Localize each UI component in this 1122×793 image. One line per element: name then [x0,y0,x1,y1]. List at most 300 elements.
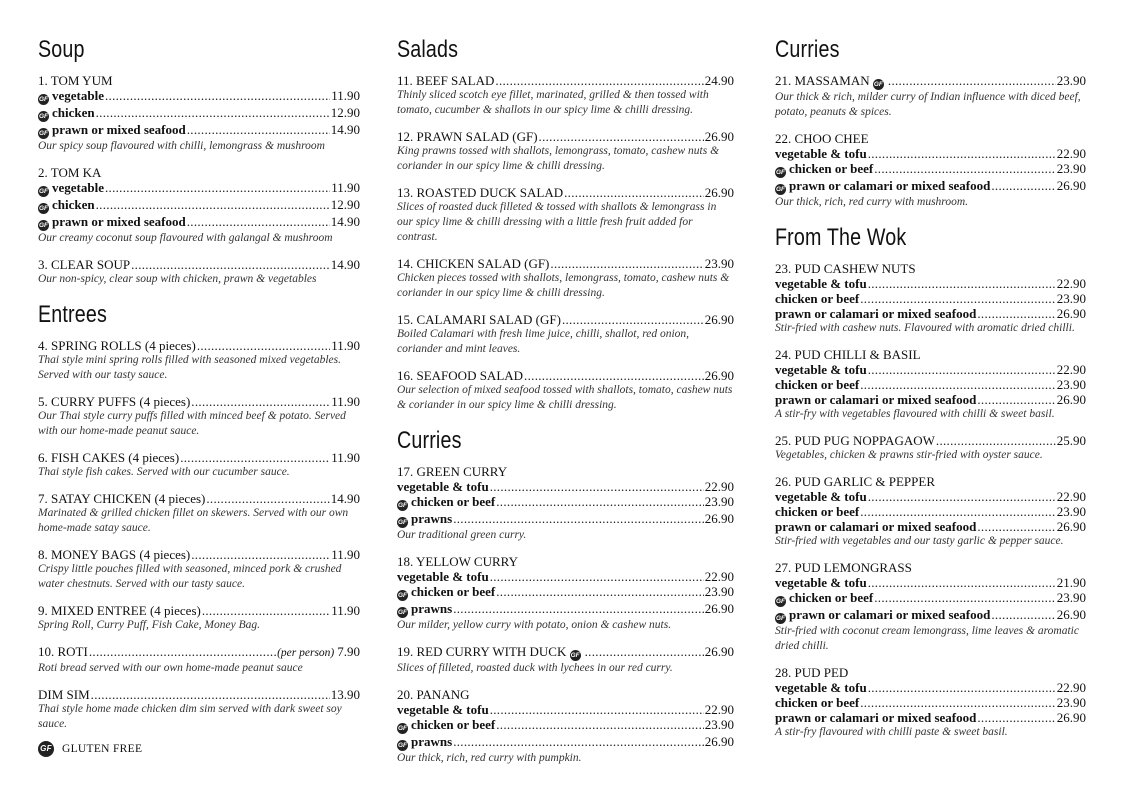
item-name: 4. SPRING ROLLS [38,338,142,353]
item-description: Thai style mini spring rolls filled with seasoned mixed vegetables. Served with our tasty sauce. [38,354,342,381]
item-name: 12. PRAWN SALAD (GF) [397,129,538,144]
dot-leader [874,590,1056,605]
dot-leader [868,575,1056,590]
item-row [397,256,734,271]
item-description: Vegetables, chicken & prawns stir-fried with oyster sauce. [775,449,1043,461]
menu-item [397,312,734,357]
variant-name: prawn or calamari or mixed seafood [775,306,977,321]
menu-item [397,554,734,633]
menu-column-3 [775,36,1086,754]
variant-price: 22.90 [1056,489,1086,504]
menu-item [775,347,1086,422]
item-price: 25.90 [1056,433,1086,448]
gluten-free-icon: GF [38,741,54,757]
item-description: Slices of filleted, roasted duck with lychees in our red curry. [397,662,673,674]
item-name: 16. SEAFOOD SALAD [397,368,524,383]
item-description: Our creamy coconut soup flavoured with galangal & mushroom [38,232,333,244]
variant-name: chicken or beef [789,590,874,605]
section-heading: Curries [397,427,462,454]
section-heading: Curries [775,36,840,63]
variant-price: 14.90 [330,122,360,137]
item-title: 22. CHOO CHEE [775,131,869,146]
item-label [38,547,190,562]
variant-name: prawns [411,734,453,749]
variant-name: vegetable [52,180,104,195]
variant-label [775,362,867,377]
item-name: 13. ROASTED DUCK SALAD [397,185,564,200]
dot-leader [977,392,1055,407]
variant-row [775,695,1086,710]
dot-leader [105,88,330,103]
item-row [38,547,360,562]
variant-label [397,601,452,618]
dot-leader [187,214,330,229]
section-heading: Salads [397,36,459,63]
gluten-free-icon: GF [38,188,49,195]
variant-price: 22.90 [1056,362,1086,377]
variant-row [397,601,734,618]
variant-label [775,178,990,195]
item-description: Slices of roasted duck filleted & tossed with shallots & lemongrass in our spicy lime & chilli dressing with a little fresh fruit added for contrast. [397,201,717,243]
variant-label [775,607,990,624]
variant-label [397,717,495,734]
variant-name: chicken or beef [411,584,496,599]
menu-item [38,73,360,154]
dot-leader [585,644,704,659]
dot-leader [490,702,704,717]
gluten-free-icon: GF [775,615,786,622]
item-name: 14. CHICKEN SALAD (GF) [397,256,550,271]
item-name: DIM SIM [38,687,90,702]
item-row [38,491,360,506]
variant-price: 23.90 [704,584,734,599]
variant-price: 23.90 [1056,504,1086,519]
menu-item [397,464,734,543]
item-name: 3. CLEAR SOUP [38,257,131,272]
item-description: Marinated & grilled chicken fillet on skewers. Served with our own home-made satay sauce. [38,507,349,534]
item-title: 1. TOM YUM [38,73,113,88]
dot-leader [868,362,1056,377]
item-row [397,185,734,200]
gluten-free-icon: GF [38,222,49,229]
variant-price: 12.90 [330,105,360,120]
variant-row [775,276,1086,291]
menu-item [38,338,360,383]
item-title: 28. PUD PED [775,665,849,680]
dot-leader [860,377,1056,392]
variant-label [775,161,873,178]
variant-row [775,575,1086,590]
variant-name: vegetable & tofu [775,489,867,504]
item-label [38,644,88,659]
dot-leader [977,519,1055,534]
item-label [397,644,584,661]
item-quantity: (4 pieces) [144,338,196,353]
item-price: 24.90 [704,73,734,88]
menu-item [38,165,360,246]
menu-item [38,394,360,439]
dot-leader [131,257,330,272]
item-price: 23.90 [704,256,734,271]
variant-row [775,489,1086,504]
variant-price: 22.90 [1056,680,1086,695]
item-price: 26.90 [704,368,734,383]
variant-price: 22.90 [1056,276,1086,291]
item-description: Stir-fried with vegetables and our tasty garlic & pepper sauce. [775,535,1064,547]
dot-leader [860,504,1056,519]
menu-item [38,450,360,480]
variant-name: vegetable & tofu [397,479,489,494]
item-description: Our non-spicy, clear soup with chicken, prawn & vegetables [38,273,317,285]
menu-item [38,491,360,536]
item-row [397,644,734,661]
dot-leader [490,569,704,584]
variant-name: chicken or beef [775,695,860,710]
section-heading: Entrees [38,301,107,328]
variant-name: prawn or mixed seafood [52,122,186,137]
gluten-free-icon: GF [397,725,408,732]
gluten-free-icon: GF [397,519,408,526]
item-description: Our Thai style curry puffs filled with minced beef & potato. Served with our home-made peanut sauce. [38,410,346,437]
item-quantity: (4 pieces) [139,394,191,409]
dot-leader [202,603,330,618]
item-description: Crispy little pouches filled with seasoned, minced pork & crushed water chestnuts. Served with our tasty sauce. [38,563,342,590]
item-price: 14.90 [330,257,360,272]
variant-price: 12.90 [330,197,360,212]
variant-price: 23.90 [1056,377,1086,392]
item-price: 23.90 [1056,73,1086,88]
item-label [38,491,205,506]
dot-leader [89,644,276,659]
variant-row [38,180,360,197]
menu-section [775,224,1086,740]
variant-price: 26.90 [1056,178,1086,193]
variant-row [38,197,360,214]
menu-item [775,474,1086,549]
variant-price: 22.90 [704,569,734,584]
variant-name: prawns [411,511,453,526]
dot-leader [550,256,703,271]
item-description: Our thick, rich, red curry with mushroom. [775,196,969,208]
variant-label [775,710,976,725]
variant-name: chicken or beef [411,717,496,732]
item-row [397,368,734,383]
dot-leader [191,547,330,562]
variant-label [38,197,95,214]
gluten-free-icon: GF [38,205,49,212]
item-price: 11.90 [331,394,360,409]
variant-row [775,607,1086,624]
dot-leader [868,489,1056,504]
dot-leader [105,180,330,195]
item-description: Our spicy soup flavoured with chilli, lemongrass & mushroom [38,140,325,152]
variant-price: 22.90 [1056,146,1086,161]
menu-item [397,368,734,413]
variant-label [775,575,867,590]
variant-row [775,291,1086,306]
variant-label [38,122,186,139]
variant-name: chicken [52,197,95,212]
variant-label [775,291,859,306]
item-price: 7.90 [337,644,360,659]
item-label [397,312,561,327]
item-price: 11.90 [331,450,360,465]
dot-leader [562,312,704,327]
dot-leader [496,717,704,732]
menu-item [775,665,1086,740]
menu-item [38,257,360,287]
item-description: Chicken pieces tossed with shallots, lemongrass, tomato, cashew nuts & coriander in our spicy lime & chilli dressing. [397,272,730,299]
variant-row [38,214,360,231]
variant-price: 23.90 [1056,161,1086,176]
item-quantity: (4 pieces) [154,491,206,506]
gluten-free-icon: GF [873,81,883,88]
dot-leader [490,479,704,494]
variant-label [775,504,859,519]
menu-item [38,603,360,633]
variant-name: vegetable & tofu [775,276,867,291]
item-title: 17. GREEN CURRY [397,464,508,479]
item-title: 26. PUD GARLIC & PEPPER [775,474,935,489]
item-row [397,129,734,144]
variant-row [775,161,1086,178]
gluten-free-icon: GF [570,652,580,659]
menu-item [38,644,360,676]
item-label [38,603,201,618]
dot-leader [539,129,704,144]
menu-item [775,261,1086,336]
variant-name: vegetable & tofu [775,362,867,377]
item-price: 26.90 [704,644,734,659]
dot-leader [564,185,704,200]
item-label [38,687,90,702]
item-price: 14.90 [330,491,360,506]
variant-label [775,146,867,161]
variant-label [775,377,859,392]
dot-leader [206,491,329,506]
dot-leader [96,197,330,212]
dot-leader [453,734,704,749]
menu-item [775,131,1086,210]
item-description: A stir-fry flavoured with chilli paste & sweet basil. [775,726,1008,738]
item-label [397,73,494,88]
item-name: 19. RED CURRY WITH DUCK [397,644,567,659]
variant-row [397,494,734,511]
variant-row [397,702,734,717]
gluten-free-icon: GF [397,502,408,509]
item-price: 11.90 [331,603,360,618]
variant-label [397,494,495,511]
variant-name: chicken or beef [789,161,874,176]
variant-label [38,180,104,197]
item-description: Our traditional green curry. [397,529,527,541]
item-description: Stir-fried with coconut cream lemongrass, lime leaves & aromatic dried chilli. [775,625,1079,652]
item-description: Thinly sliced scotch eye fillet, marinated, grilled & then tossed with tomato, cucumber & shallots in our spicy lime & chilli dressing. [397,89,709,116]
dot-leader [860,695,1056,710]
variant-label [38,88,104,105]
item-row [397,312,734,327]
item-label [775,433,935,448]
menu-item [397,73,734,118]
variant-name: vegetable & tofu [775,146,867,161]
variant-row [38,122,360,139]
menu-item [38,547,360,592]
dot-leader [91,687,330,702]
dot-leader [868,276,1056,291]
variant-name: prawn or calamari or mixed seafood [775,519,977,534]
item-label [397,368,523,383]
variant-label [775,489,867,504]
variant-label [775,306,976,321]
variant-price: 22.90 [704,702,734,717]
variant-label [775,695,859,710]
variant-name: vegetable & tofu [775,575,867,590]
dot-leader [495,73,703,88]
gluten-free-icon: GF [397,742,408,749]
item-title: 23. PUD CASHEW NUTS [775,261,916,276]
item-title: 24. PUD CHILLI & BASIL [775,347,921,362]
item-name: 10. ROTI [38,644,88,659]
variant-name: prawn or calamari or mixed seafood [789,178,991,193]
variant-label [38,105,95,122]
dot-leader [180,450,330,465]
item-row [38,450,360,465]
gluten-free-icon: GF [775,169,786,176]
variant-label [397,702,489,717]
section-heading: From The Wok [775,224,907,251]
item-title: 2. TOM KA [38,165,102,180]
item-price: 11.90 [331,338,360,353]
variant-price: 22.90 [704,479,734,494]
variant-row [775,392,1086,407]
variant-price: 23.90 [1056,590,1086,605]
item-name: 11. BEEF SALAD [397,73,495,88]
gluten-free-icon: GF [38,130,49,137]
gluten-free-legend [38,741,142,757]
dot-leader [888,73,1056,88]
dot-leader [187,122,330,137]
variant-row [775,590,1086,607]
menu-item [397,644,734,676]
variant-row [775,710,1086,725]
dot-leader [936,433,1056,448]
dot-leader [96,105,330,120]
variant-name: prawns [411,601,453,616]
variant-price: 11.90 [331,180,360,195]
item-label [397,256,549,271]
menu-item [775,433,1086,463]
variant-price: 26.90 [1056,519,1086,534]
item-name: 9. MIXED ENTREE [38,603,147,618]
variant-name: chicken or beef [775,291,860,306]
variant-row [775,306,1086,321]
gluten-free-icon: GF [38,96,49,103]
menu-column-2 [397,36,734,780]
variant-price: 23.90 [1056,291,1086,306]
variant-price: 23.90 [704,494,734,509]
dot-leader [524,368,704,383]
item-row [38,257,360,272]
variant-price: 21.90 [1056,575,1086,590]
variant-label [775,519,976,534]
menu-item [397,256,734,301]
variant-name: chicken or beef [775,377,860,392]
item-description: Stir-fried with cashew nuts. Flavoured with aromatic dried chilli. [775,322,1075,334]
menu-section [38,36,360,287]
item-quantity: (4 pieces) [128,450,180,465]
item-label [38,338,196,353]
item-description: Our thick, rich, red curry with pumpkin. [397,752,582,764]
item-description: Boiled Calamari with fresh lime juice, chilli, shallot, red onion, coriander and mint leaves. [397,328,690,355]
item-price: 13.90 [330,687,360,702]
item-description: Our milder, yellow curry with potato, onion & cashew nuts. [397,619,672,631]
dot-leader [860,291,1056,306]
variant-row [775,377,1086,392]
variant-row [775,146,1086,161]
variant-label [775,680,867,695]
dot-leader [991,178,1055,193]
variant-name: vegetable & tofu [397,702,489,717]
variant-price: 23.90 [1056,695,1086,710]
item-description: Our thick & rich, milder curry of Indian influence with diced beef, potato, peanuts & spices. [775,91,1081,118]
item-description: King prawns tossed with shallots, lemongrass, tomato, cashew nuts & coriander in our spicy lime & chilli dressing. [397,145,720,172]
item-title: 20. PANANG [397,687,470,702]
item-name: 8. MONEY BAGS [38,547,137,562]
item-price: 26.90 [704,185,734,200]
variant-row [38,88,360,105]
item-label [38,257,130,272]
variant-row [397,734,734,751]
menu-item [397,185,734,245]
item-row [38,687,360,702]
variant-name: vegetable & tofu [397,569,489,584]
menu-item [397,129,734,174]
variant-row [397,717,734,734]
item-name: 21. MASSAMAN [775,73,870,88]
item-description: Thai style fish cakes. Served with our cucumber sauce. [38,466,290,478]
variant-label [397,569,489,584]
dot-leader [977,710,1055,725]
menu-section [397,36,734,413]
dot-leader [453,511,704,526]
variant-row [775,519,1086,534]
item-title: 18. YELLOW CURRY [397,554,518,569]
item-title: 27. PUD LEMONGRASS [775,560,912,575]
item-name: 15. CALAMARI SALAD (GF) [397,312,561,327]
menu-item [397,687,734,766]
item-label [397,129,538,144]
menu-section [38,301,360,732]
item-name: 6. FISH CAKES [38,450,126,465]
item-row [397,73,734,88]
variant-name: chicken [52,105,95,120]
gluten-free-icon: GF [397,609,408,616]
item-label [38,394,190,409]
variant-row [775,178,1086,195]
variant-row [38,105,360,122]
variant-name: prawn or calamari or mixed seafood [789,607,991,622]
variant-label [397,511,452,528]
variant-label [775,590,873,607]
menu-item [775,73,1086,120]
item-price: 26.90 [704,312,734,327]
item-name: 7. SATAY CHICKEN [38,491,152,506]
variant-name: prawn or mixed seafood [52,214,186,229]
dot-leader [496,584,704,599]
variant-price: 26.90 [704,734,734,749]
item-row [38,644,360,661]
menu-column-1 [38,36,360,746]
